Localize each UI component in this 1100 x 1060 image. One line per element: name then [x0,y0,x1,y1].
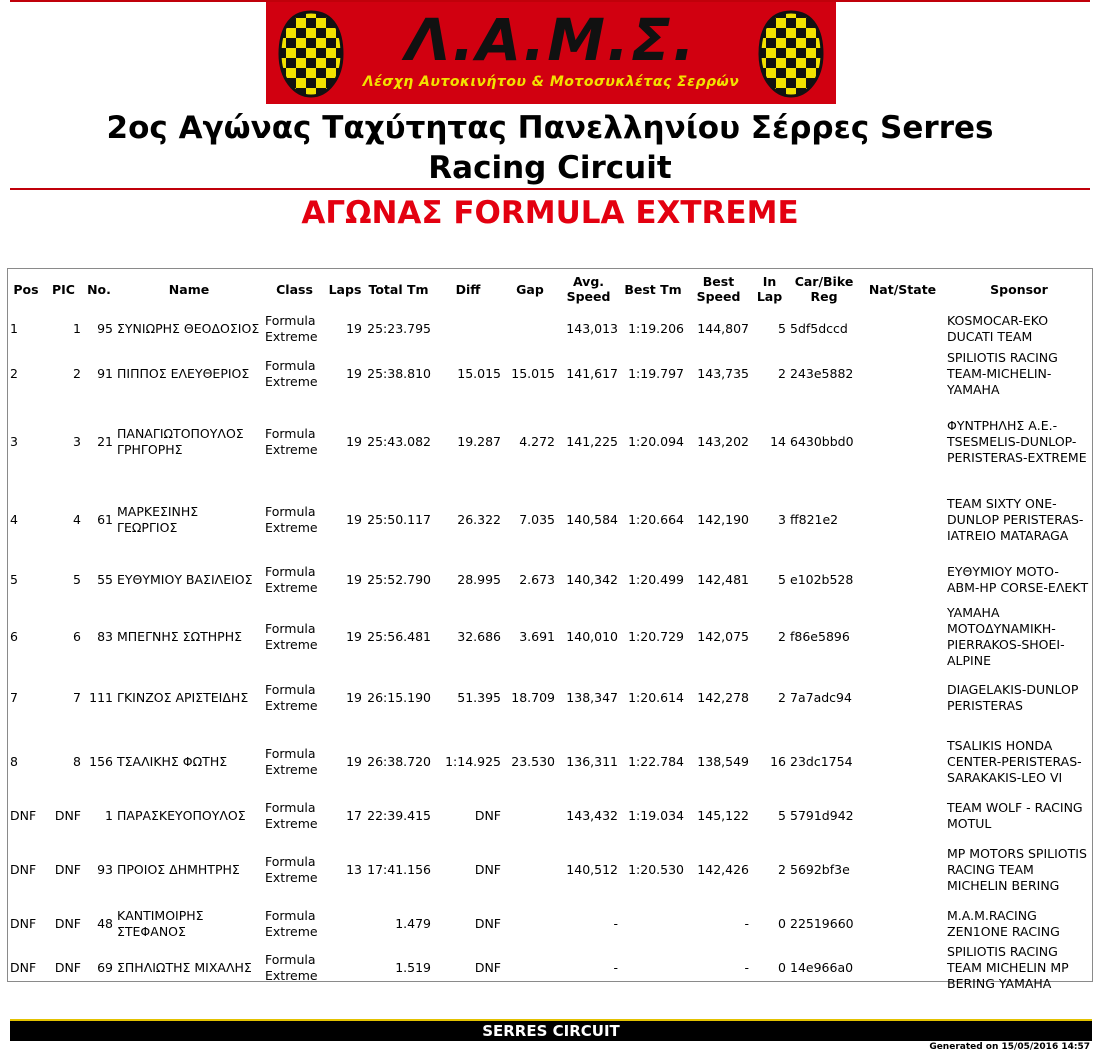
club-logo [266,2,836,104]
table-header-row [8,269,1093,309]
cell-car-reg: e102b528 [790,572,854,587]
cell-gap: 4.272 [519,434,555,449]
cell-in-lap: 3 [778,512,786,527]
cell-class: Formula Extreme [265,504,318,535]
cell-name: ΠΙΠΠΟΣ ΕΛΕΥΘΕΡΙΟΣ [117,366,250,381]
cell-pos: 2 [10,366,18,381]
cell-avg-speed: 140,010 [566,629,618,644]
cell-gap: 18.709 [511,690,555,705]
cell-class: Formula Extreme [265,426,318,457]
cell-best-tm: 1:20.729 [628,629,684,644]
cell-best-speed: 142,075 [697,629,749,644]
cell-gap: 2.673 [519,572,555,587]
cell-gap [503,797,557,835]
table-row [8,835,1093,905]
table-row [8,605,1093,669]
cell-sponsor: DIAGELAKIS-DUNLOP PERISTERAS [947,682,1079,713]
cell-no: 83 [97,629,113,644]
cell-pic: 8 [73,754,81,769]
cell-nat [860,399,945,485]
cell-in-lap: 16 [770,754,786,769]
cell-pic: 2 [73,366,81,381]
cell-sponsor: SPILIOTIS RACING TEAM MICHELIN MP BERING YAMAHA [947,944,1069,991]
cell-diff: 1:14.925 [445,754,501,769]
cell-gap [503,905,557,943]
cell-laps: 19 [346,690,362,705]
cell-diff: DNF [474,808,501,823]
cell-class: Formula Extreme [265,313,318,344]
cell-laps: 19 [346,572,362,587]
cell-nat [860,485,945,555]
cell-car-reg: 23dc1754 [790,754,853,769]
col-header-laps: Laps [328,281,362,297]
col-header-total: Total Tm [368,281,429,297]
cell-class: Formula Extreme [265,746,318,777]
table-row [8,727,1093,797]
cell-gap [503,309,557,349]
cell-no: 95 [97,321,113,336]
cell-best-speed: - [744,916,749,931]
table-row [8,905,1093,943]
cell-nat [860,943,945,993]
col-header-car-reg: Car/Bike Reg [794,274,854,304]
cell-pic: 3 [73,434,81,449]
cell-diff: DNF [474,960,501,975]
cell-no: 48 [97,916,113,931]
cell-no: 111 [89,690,113,705]
logo-name: Λ.Α.Μ.Σ. [405,6,697,74]
cell-best-tm: 1:19.206 [628,321,684,336]
results-table [7,268,1093,991]
cell-nat [860,605,945,669]
cell-class: Formula Extreme [265,854,318,885]
cell-total: 25:56.481 [367,629,431,644]
cell-in-lap: 0 [778,916,786,931]
table-row [8,669,1093,727]
cell-nat [860,727,945,797]
cell-avg-speed: 141,225 [566,434,618,449]
cell-in-lap: 5 [778,808,786,823]
cell-gap: 15.015 [511,366,555,381]
cell-sponsor: TEAM SIXTY ONE-DUNLOP PERISTERAS-IATREIO MATARAGA [947,496,1084,543]
cell-pos: 3 [10,434,18,449]
cell-class: Formula Extreme [265,358,318,389]
cell-best-speed: - [744,960,749,975]
cell-avg-speed: 138,347 [566,690,618,705]
cell-avg-speed: 143,432 [566,808,618,823]
event-title-line-2: Racing Circuit [428,150,672,186]
col-header-in-lap: In Lap [756,274,783,304]
table-row [8,309,1093,349]
cell-pos: 5 [10,572,18,587]
cell-pos: 4 [10,512,18,527]
cell-car-reg: 5df5dccd [790,321,848,336]
cell-pic: 4 [73,512,81,527]
cell-sponsor: ΦΥΝΤΡΗΛΗΣ Α.Ε.-TSESMELIS-DUNLOP-PERISTERAS-EXTREME [947,418,1087,465]
cell-best-speed: 142,278 [697,690,749,705]
cell-name: ΚΑΝΤΙΜΟΙΡΗΣ ΣΤΕΦΑΝΟΣ [117,908,204,939]
cell-nat [860,349,945,399]
cell-car-reg: ff821e2 [790,512,839,527]
cell-name: ΜΠΕΓΝΗΣ ΣΩΤΗΡΗΣ [117,629,242,644]
cell-in-lap: 5 [778,321,786,336]
cell-gap: 3.691 [519,629,555,644]
cell-car-reg: 7a7adc94 [790,690,852,705]
cell-pos: DNF [10,862,37,877]
cell-pos: DNF [10,960,37,975]
table-row [8,399,1093,485]
cell-best-tm: 1:19.034 [628,808,684,823]
cell-diff: 51.395 [457,690,501,705]
cell-no: 91 [97,366,113,381]
cell-car-reg: 22519660 [790,916,854,931]
cell-diff: 28.995 [457,572,501,587]
cell-car-reg: f86e5896 [790,629,850,644]
cell-sponsor: SPILIOTIS RACING TEAM-MICHELIN-YAMAHA [947,350,1058,397]
cell-avg-speed: 136,311 [566,754,618,769]
cell-total: 25:43.082 [367,434,431,449]
table-row [8,943,1093,993]
cell-name: ΠΡΟΙΟΣ ΔΗΜΗΤΡΗΣ [117,862,240,877]
cell-pic: DNF [54,808,81,823]
cell-name: ΣΥΝΙΩΡΗΣ ΘΕΟΔΟΣΙΟΣ [117,321,260,336]
col-header-class: Class [276,281,313,297]
cell-total: 25:52.790 [367,572,431,587]
col-header-pic: PIC [52,281,75,297]
cell-in-lap: 5 [778,572,786,587]
cell-pic: 5 [73,572,81,587]
cell-car-reg: 243e5882 [790,366,854,381]
cell-best-tm: 1:19.797 [628,366,684,381]
cell-pos: DNF [10,808,37,823]
cell-nat [860,835,945,905]
logo-subtitle: Λέσχη Αυτοκινήτου & Μοτοσυκλέτας Σερρών [362,74,740,90]
col-header-pos: Pos [13,281,39,297]
cell-nat [860,669,945,727]
cell-best-tm: 1:20.499 [628,572,684,587]
cell-name: ΤΣΑΛΙΚΗΣ ΦΩΤΗΣ [117,754,228,769]
cell-total: 25:23.795 [367,321,431,336]
cell-pos: 7 [10,690,18,705]
cell-pic: 6 [73,629,81,644]
col-header-diff: Diff [455,281,481,297]
cell-class: Formula Extreme [265,682,318,713]
cell-pic: DNF [54,862,81,877]
cell-best-speed: 142,426 [697,862,749,877]
cell-sponsor: TSALIKIS HONDA CENTER-PERISTERAS-SARAKAKIS-LEO VI [947,738,1082,785]
col-header-gap: Gap [516,281,544,297]
cell-total: 25:38.810 [367,366,431,381]
event-title [10,108,1090,188]
cell-car-reg: 14e966a0 [790,960,854,975]
cell-pos: 6 [10,629,18,644]
cell-gap: 23.530 [511,754,555,769]
cell-nat [860,797,945,835]
cell-name: ΠΑΝΑΓΙΩΤΟΠΟΥΛΟΣ ΓΡΗΓΟΡΗΣ [117,426,244,457]
table-row [8,555,1093,605]
cell-laps: 19 [346,321,362,336]
cell-laps: 19 [346,434,362,449]
cell-best-tm: 1:20.530 [628,862,684,877]
cell-car-reg: 6430bbd0 [790,434,854,449]
cell-no: 156 [89,754,113,769]
cell-in-lap: 2 [778,862,786,877]
cell-diff: DNF [474,862,501,877]
cell-name: ΕΥΘΥΜΙΟΥ ΒΑΣΙΛΕΙΟΣ [117,572,253,587]
cell-pic: 7 [73,690,81,705]
table-row [8,485,1093,555]
table-row [8,349,1093,399]
cell-no: 55 [97,572,113,587]
cell-avg-speed: - [613,916,618,931]
cell-laps: 19 [346,754,362,769]
cell-pos: 1 [10,321,18,336]
cell-class: Formula Extreme [265,564,318,595]
cell-laps [326,905,364,943]
col-header-best-tm: Best Tm [624,281,682,297]
cell-pic: DNF [54,960,81,975]
cell-pic: DNF [54,916,81,931]
cell-avg-speed: - [613,960,618,975]
col-header-avg-speed: Avg. Speed [566,274,611,304]
cell-gap [503,835,557,905]
cell-pic: 1 [73,321,81,336]
cell-class: Formula Extreme [265,800,318,831]
checkered-flag-icon [756,8,826,100]
cell-sponsor: ΕΥΘΥΜΙΟΥ MOTO-ABM-HP CORSE-ΕΛΕΚΤ [947,564,1089,595]
cell-nat [860,555,945,605]
cell-name: ΜΑΡΚΕΣΙΝΗΣ ΓΕΩΡΓΙΟΣ [117,504,199,535]
results-body [8,309,1093,993]
cell-best-speed: 142,190 [697,512,749,527]
cell-avg-speed: 140,342 [566,572,618,587]
cell-pos: DNF [10,916,37,931]
cell-best-speed: 144,807 [697,321,749,336]
cell-diff [433,309,503,349]
cell-in-lap: 14 [770,434,786,449]
cell-diff: 32.686 [457,629,501,644]
cell-pos: 8 [10,754,18,769]
cell-best-speed: 138,549 [697,754,749,769]
cell-total: 26:15.190 [367,690,431,705]
cell-gap: 7.035 [519,512,555,527]
cell-total: 25:50.117 [367,512,431,527]
cell-class: Formula Extreme [265,621,318,652]
cell-best-tm: 1:20.094 [628,434,684,449]
title-divider [10,188,1090,190]
cell-avg-speed: 140,512 [566,862,618,877]
generated-timestamp: Generated on 15/05/2016 14:57 [929,1042,1090,1052]
cell-total: 26:38.720 [367,754,431,769]
cell-sponsor: MP MOTORS SPILIOTIS RACING TEAM MICHELIN BERING [947,846,1087,893]
col-header-name: Name [168,281,210,297]
cell-best-speed: 143,202 [697,434,749,449]
cell-total: 1.519 [395,960,431,975]
cell-nat [860,905,945,943]
cell-name: ΓΚΙΝΖΟΣ ΑΡΙΣΤΕΙΔΗΣ [117,690,249,705]
cell-no: 21 [97,434,113,449]
cell-in-lap: 0 [778,960,786,975]
col-header-no: No. [87,281,111,297]
col-header-sponsor: Sponsor [990,281,1048,297]
cell-avg-speed: 140,584 [566,512,618,527]
cell-in-lap: 2 [778,690,786,705]
cell-in-lap: 2 [778,629,786,644]
cell-diff: 26.322 [457,512,501,527]
cell-name: ΠΑΡΑΣΚΕΥΟΠΟΥΛΟΣ [117,808,246,823]
cell-nat [860,309,945,349]
cell-total: 17:41.156 [367,862,431,877]
cell-no: 69 [97,960,113,975]
cell-diff: 19.287 [457,434,501,449]
cell-no: 61 [97,512,113,527]
footer-circuit-bar: SERRES CIRCUIT [10,1019,1092,1041]
cell-sponsor: KOSMOCAR-EKO DUCATI TEAM [947,313,1049,344]
cell-gap [503,943,557,993]
cell-laps [326,943,364,993]
cell-best-tm [620,943,686,993]
cell-car-reg: 5692bf3e [790,862,850,877]
cell-laps: 19 [346,366,362,381]
cell-best-speed: 143,735 [697,366,749,381]
cell-no: 1 [105,808,113,823]
cell-best-speed: 142,481 [697,572,749,587]
cell-class: Formula Extreme [265,952,318,983]
cell-laps: 19 [346,629,362,644]
col-header-nat: Nat/State [868,281,937,297]
cell-name: ΣΠΗΛΙΩΤΗΣ ΜΙΧΑΛΗΣ [117,960,252,975]
cell-sponsor: M.A.M.RACING ZEN1ONE RACING [947,908,1060,939]
cell-diff: 15.015 [457,366,501,381]
cell-diff: DNF [474,916,501,931]
cell-in-lap: 2 [778,366,786,381]
col-header-best-speed: Best Speed [696,274,741,304]
cell-no: 93 [97,862,113,877]
cell-total: 1.479 [395,916,431,931]
cell-total: 22:39.415 [367,808,431,823]
cell-best-tm: 1:22.784 [628,754,684,769]
cell-best-tm [620,905,686,943]
cell-best-tm: 1:20.664 [628,512,684,527]
cell-car-reg: 5791d942 [790,808,854,823]
cell-sponsor: YAMAHA ΜΟΤΟΔΥΝΑΜΙΚΗ-PIERRAKOS-SHOEI-ALPINE [947,605,1065,668]
cell-laps: 17 [346,808,362,823]
cell-best-tm: 1:20.614 [628,690,684,705]
cell-avg-speed: 143,013 [566,321,618,336]
cell-class: Formula Extreme [265,908,318,939]
cell-laps: 19 [346,512,362,527]
table-row [8,797,1093,835]
cell-laps: 13 [346,862,362,877]
cell-best-speed: 145,122 [697,808,749,823]
event-title-line-1: 2ος Αγώνας Ταχύτητας Πανελληνίου Σέρρες Serres [106,110,994,146]
cell-avg-speed: 141,617 [566,366,618,381]
race-title: ΑΓΩΝΑΣ FORMULA EXTREME [301,195,799,231]
cell-sponsor: TEAM WOLF - RACING MOTUL [947,800,1083,831]
results-grid [8,269,1093,993]
